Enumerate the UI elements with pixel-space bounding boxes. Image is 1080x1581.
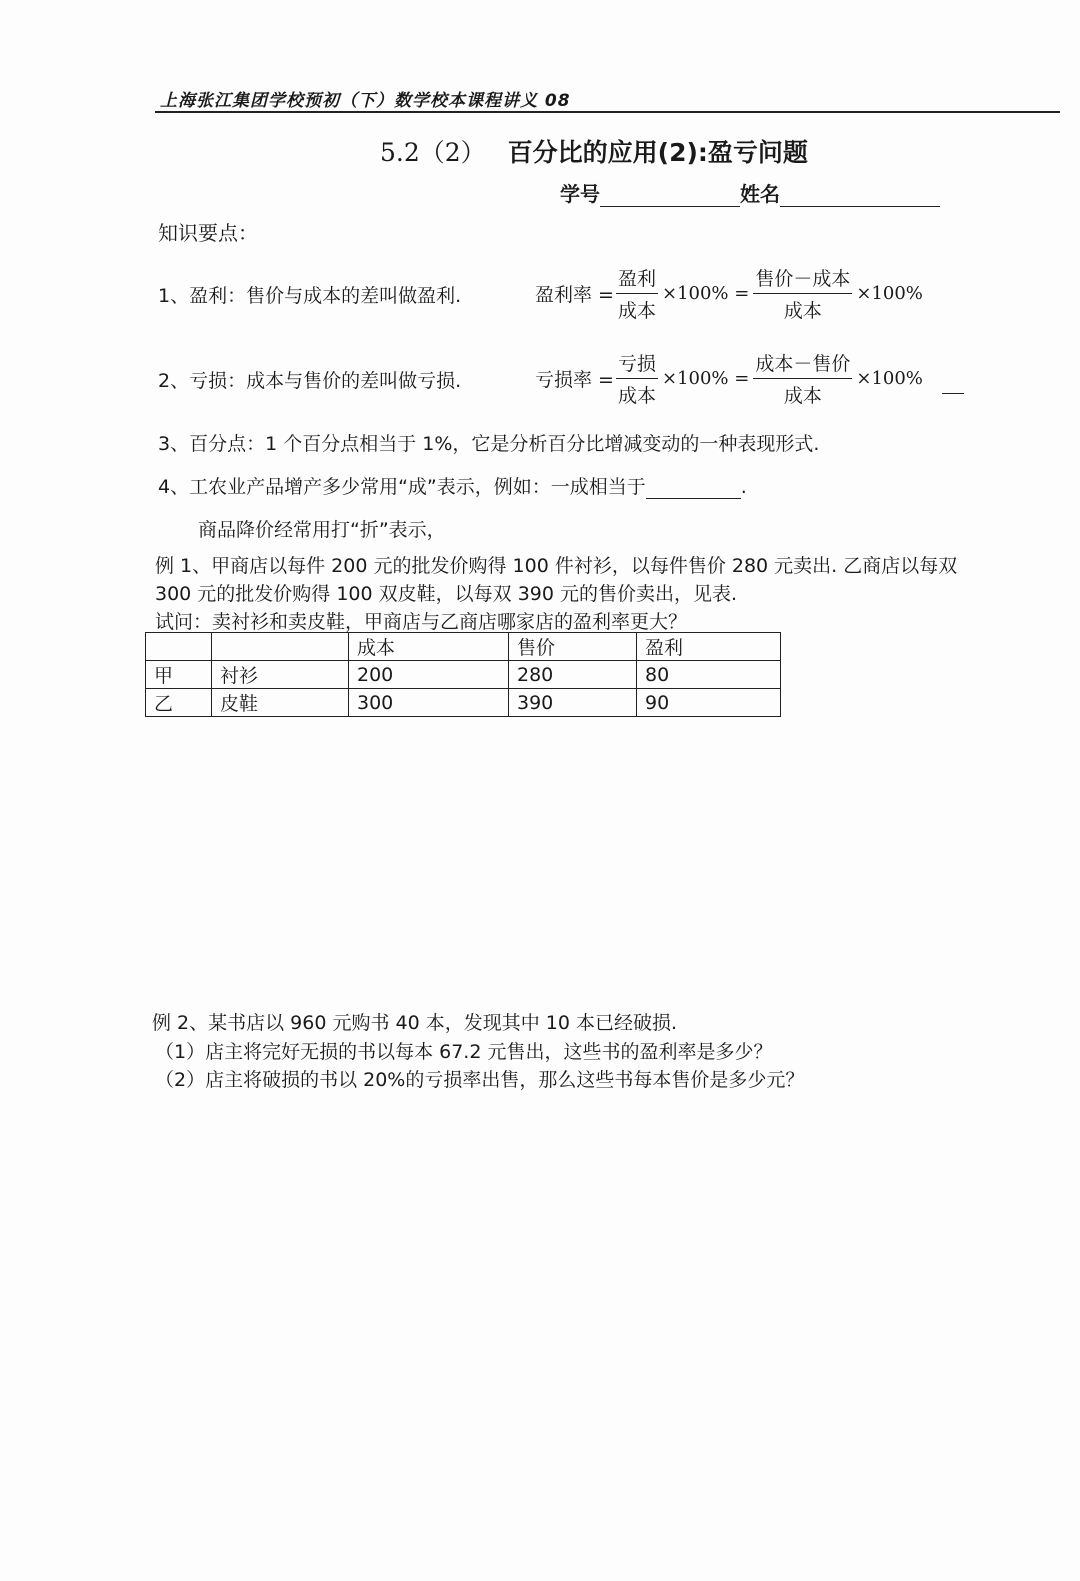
table-header-price: 售价 <box>509 633 637 661</box>
stray-mark <box>942 393 964 394</box>
name-blank[interactable] <box>780 186 940 207</box>
fraction-numerator: 成本－售价 <box>753 349 852 379</box>
point-4-subtext: 商品降价经常用打“折”表示， <box>198 519 446 541</box>
table-cell-price: 390 <box>509 689 637 717</box>
point-2-text: 2、亏损：成本与售价的差叫做亏损. <box>158 370 462 392</box>
example-2-question-1: （1）店主将完好无损的书以每本 67.2 元售出，这些书的盈利率是多少？ <box>155 1041 773 1063</box>
table-row <box>146 661 781 689</box>
student-id-blank[interactable] <box>600 186 740 207</box>
table-cell-item: 皮鞋 <box>212 689 349 717</box>
table-cell-cost: 200 <box>349 661 509 689</box>
student-info-line <box>560 178 940 207</box>
point-4-answer-blank[interactable] <box>646 478 741 499</box>
page-title <box>380 133 808 169</box>
title-text: 百分比的应用(2):盈亏问题 <box>507 138 808 167</box>
example-1-table <box>145 632 781 717</box>
fraction-numerator: 亏损 <box>616 349 658 379</box>
fraction-price-minus-cost-over-cost <box>753 264 852 323</box>
loss-rate-lhs: 亏损率 = <box>535 369 614 391</box>
table-cell-price: 280 <box>509 661 637 689</box>
fraction-denominator: 成本 <box>617 300 656 322</box>
profit-rate-lhs: 盈利率 = <box>535 284 614 306</box>
times-100-equals: ×100% = <box>661 368 750 389</box>
knowledge-heading: 知识要点： <box>158 221 258 245</box>
table-cell-profit: 80 <box>637 661 781 689</box>
fraction-cost-minus-price-over-cost <box>753 349 852 408</box>
loss-rate-formula <box>535 349 925 408</box>
table-row <box>146 689 781 717</box>
example-1-line-1: 例 1、甲商店以每件 200 元的批发价购得 100 件衬衫，以每件售价 280 元卖出. 乙商店以每双 <box>155 555 958 577</box>
point-4-line <box>158 472 747 499</box>
page-header: 上海张江集团学校预初（下）数学校本课程讲义 08 <box>160 91 571 111</box>
example-1-line-2: 300 元的批发价购得 100 双皮鞋，以每双 390 元的售价卖出，见表. <box>155 583 738 605</box>
profit-rate-formula <box>535 264 925 323</box>
table-cell-store: 甲 <box>146 661 212 689</box>
point-1-text: 1、盈利：售价与成本的差叫做盈利. <box>158 285 462 307</box>
table-cell-store: 乙 <box>146 689 212 717</box>
student-id-label: 学号 <box>560 182 600 206</box>
table-header-profit: 盈利 <box>637 633 781 661</box>
point-4-period: . <box>740 476 747 498</box>
times-100: ×100% <box>856 368 923 389</box>
header-rule <box>155 111 1060 113</box>
table-header-cell <box>146 633 212 661</box>
fraction-profit-over-cost <box>616 264 658 323</box>
fraction-loss-over-cost <box>616 349 658 408</box>
fraction-denominator: 成本 <box>783 385 822 407</box>
times-100: ×100% <box>856 283 923 304</box>
point-4-text: 4、工农业产品增产多少常用“成”表示，例如：一成相当于 <box>158 476 646 498</box>
fraction-denominator: 成本 <box>783 300 822 322</box>
name-label: 姓名 <box>740 182 780 206</box>
example-2-question-2: （2）店主将破损的书以 20%的亏损率出售，那么这些书每本售价是多少元？ <box>155 1069 805 1091</box>
table-cell-profit: 90 <box>637 689 781 717</box>
table-cell-item: 衬衫 <box>212 661 349 689</box>
table-header-cell <box>212 633 349 661</box>
fraction-denominator: 成本 <box>617 385 656 407</box>
table-cell-cost: 300 <box>349 689 509 717</box>
table-header-row <box>146 633 781 661</box>
fraction-numerator: 售价－成本 <box>753 264 852 294</box>
times-100-equals: ×100% = <box>661 283 750 304</box>
fraction-numerator: 盈利 <box>616 264 658 294</box>
point-3-text: 3、百分点：1 个百分点相当于 1%，它是分析百分比增减变动的一种表现形式. <box>158 433 820 455</box>
example-1-question: 试问：卖衬衫和卖皮鞋，甲商店与乙商店哪家店的盈利率更大？ <box>155 611 688 633</box>
section-number: 5.2（2） <box>380 138 486 167</box>
table-header-cost: 成本 <box>349 633 509 661</box>
example-2-line-1: 例 2、某书店以 960 元购书 40 本，发现其中 10 本已经破损. <box>152 1012 678 1034</box>
